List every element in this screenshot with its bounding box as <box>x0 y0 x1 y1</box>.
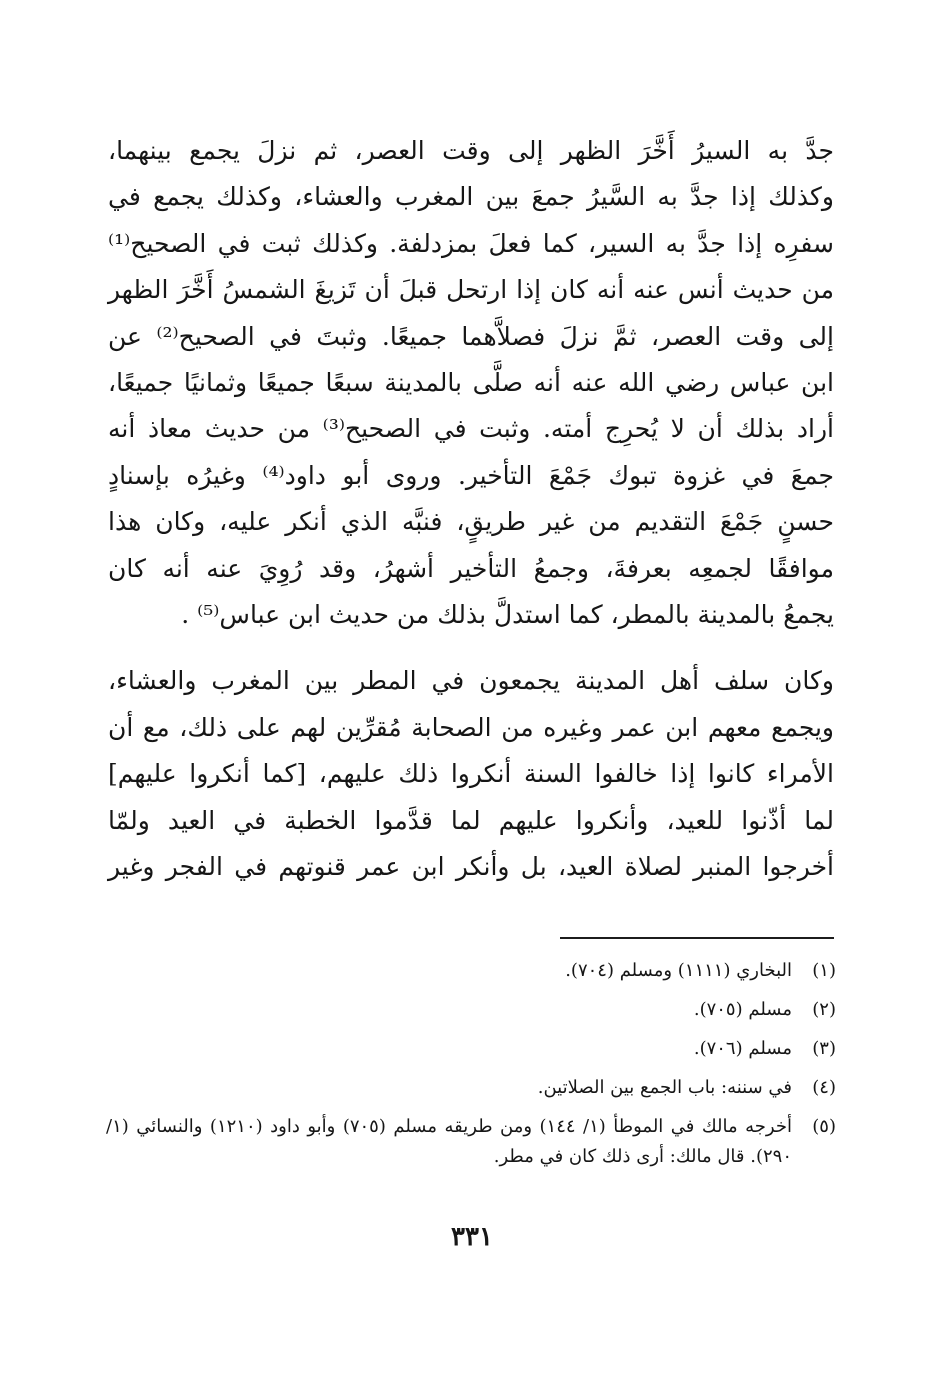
text-line: لما أذّنوا للعيد، وأنكروا عليهم لما قدَّموا الخطبة في العيد ولمّا <box>108 805 834 835</box>
footnote-number: (٢) <box>812 999 836 1020</box>
text-line: ابن عباس رضي الله عنه أنه صلَّى بالمدينة سبعًا جميعًا وثمانيًا جميعًا، <box>108 368 834 398</box>
footnote-number: (٣) <box>812 1038 836 1059</box>
footnote-number: (١) <box>812 960 836 981</box>
footnote-text: في سننه: باب الجمع بين الصلاتين. <box>537 1077 792 1098</box>
footnote-item <box>106 1034 836 1064</box>
text-line: حسنٍ جَمْعَ التقديم من غير طريقٍ، فنبَّه الذي أنكر عليه، وكان هذا <box>108 507 834 537</box>
text-line: جمعَ في غزوة تبوك جَمْعَ التأخير. وروى أبو داود⁽⁴⁾ وغيرُه بإسنادٍ <box>108 460 835 490</box>
main-text <box>108 128 834 891</box>
paragraph-2 <box>108 658 834 890</box>
text-line: من حديث أنس عنه أنه كان إذا ارتحل قبلَ أن تَزيغَ الشمسُ أَخَّرَ الظهر <box>108 275 834 305</box>
text-line: جدَّ به السيرُ أَخَّرَ الظهر إلى وقت العصر، ثم نزلَ يجمع بينهما، <box>108 136 834 165</box>
page-number: ٣٣١ <box>451 1222 493 1252</box>
footnote-text: مسلم (٧٠٥). <box>693 999 792 1020</box>
footnote-text: البخاري (١١١١) ومسلم (٧٠٤). <box>565 960 792 981</box>
footnote-item <box>106 1112 836 1172</box>
text-line: الأمراء كانوا إذا خالفوا السنة أنكروا ذلك عليهم، [كما أنكروا عليهم] <box>108 759 834 789</box>
text-line: أراد بذلك أن لا يُحرِج أمته. وثبت في الصحيح⁽³⁾ من حديث معاذ أنه <box>108 414 834 444</box>
footnote-text: مسلم (٧٠٦). <box>693 1038 792 1059</box>
text-line: إلى وقت العصر، ثمَّ نزلَ فصلاَّهما جميعًا. وثبتَ في الصحيح⁽²⁾ عن <box>108 321 834 351</box>
footnote-item <box>106 956 836 986</box>
text-line: أخرجوا المنبر لصلاة العيد، بل وأنكر ابن عمر قنوتهم في الفجر وغير <box>108 852 834 882</box>
footnotes <box>106 956 836 1181</box>
footnote-text: أخرجه مالك في الموطأ (١/ ١٤٤) ومن طريقه مسلم (٧٠٥) وأبو داود (١٢١٠) والنسائي (١/ ٢٩٠). قال مالك: أرى ذلك كان في مطر. <box>106 1116 792 1167</box>
paragraph-1 <box>108 128 834 638</box>
footnote-item <box>106 995 836 1025</box>
text-line: ويجمع معهم ابن عمر وغيره من الصحابة مُقرِّين لهم على ذلك، مع أن <box>108 712 834 742</box>
text-line: وكذلك إذا جدَّ به السَّيرُ جمعَ بين المغرب والعشاء، وكذلك يجمع في <box>108 182 834 212</box>
text-line: موافقًا لجمعِه بعرفةَ، وجمعُ التأخير أشهرُ، وقد رُوِيَ عنه أنه كان <box>108 553 834 583</box>
footnote-item <box>106 1073 836 1103</box>
footnote-number: (٥) <box>812 1116 836 1137</box>
footnote-separator <box>560 937 834 939</box>
footnote-number: (٤) <box>812 1077 836 1098</box>
text-line: سفرِه إذا جدَّ به السير، كما فعلَ بمزدلفة. وكذلك ثبت في الصحيح⁽¹⁾ <box>108 228 834 258</box>
text-line: وكان سلف أهل المدينة يجمعون في المطر بين المغرب والعشاء، <box>108 666 834 696</box>
text-line: يجمعُ بالمدينة بالمطر، كما استدلَّ بذلك من حديث ابن عباس⁽⁵⁾ . <box>181 600 834 630</box>
